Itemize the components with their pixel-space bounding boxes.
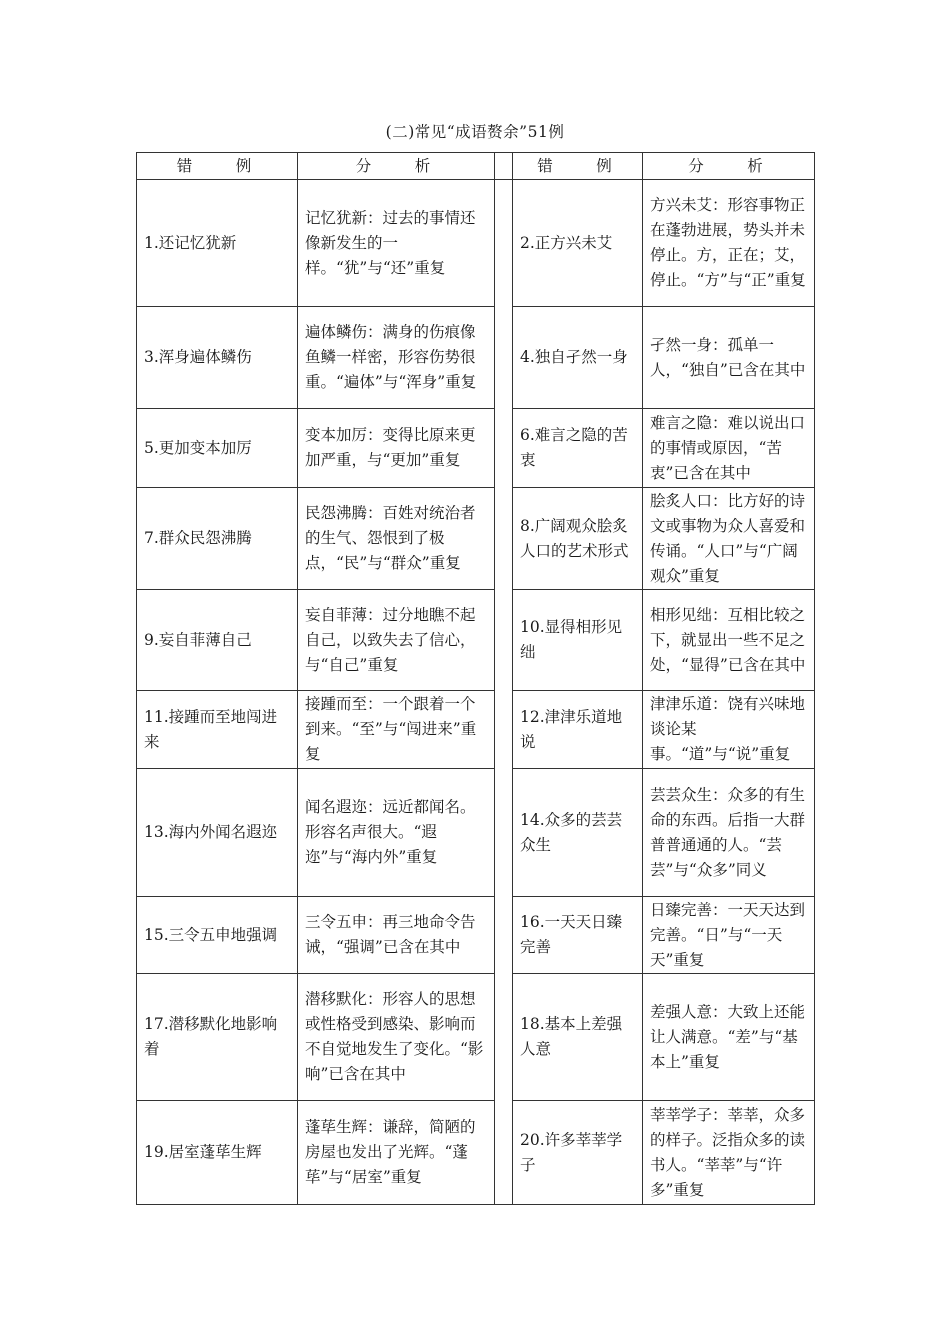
example-cell-right: 4.独自孑然一身 — [513, 307, 643, 409]
example-cell-right: 6.难言之隐的苦衷 — [513, 409, 643, 488]
table-row — [137, 769, 815, 897]
analysis-cell-right: 芸芸众生：众多的有生命的东西。后指一大群普普通通的人。“芸芸”与“众多”同义 — [643, 769, 815, 897]
example-cell-right: 8.广阔观众脍炙人口的艺术形式 — [513, 488, 643, 590]
example-cell-left: 3.浑身遍体鳞伤 — [137, 307, 298, 409]
example-cell-left: 7.群众民怨沸腾 — [137, 488, 298, 590]
example-cell-left: 13.海内外闻名遐迩 — [137, 769, 298, 897]
example-cell-left: 15.三令五申地强调 — [137, 897, 298, 974]
analysis-cell-right: 莘莘学子：莘莘，众多的样子。泛指众多的读书人。“莘莘”与“许多”重复 — [643, 1101, 815, 1205]
table-row — [137, 1101, 815, 1205]
analysis-cell-left: 民怨沸腾：百姓对统治者的生气、怨恨到了极点，“民”与“群众”重复 — [298, 488, 495, 590]
column-gap — [495, 590, 513, 691]
analysis-cell-right: 孑然一身：孤单一人，“独自”已含在其中 — [643, 307, 815, 409]
table-row — [137, 180, 815, 307]
table-row — [137, 691, 815, 769]
example-cell-left: 9.妄自菲薄自己 — [137, 590, 298, 691]
column-gap — [495, 974, 513, 1101]
header-wrong-example-right: 错 例 — [513, 153, 643, 180]
column-gap — [495, 769, 513, 897]
analysis-cell-left: 蓬荜生辉：谦辞，简陋的房屋也发出了光辉。“蓬荜”与“居室”重复 — [298, 1101, 495, 1205]
example-cell-right: 12.津津乐道地说 — [513, 691, 643, 769]
analysis-cell-left: 遍体鳞伤：满身的伤痕像鱼鳞一样密，形容伤势很重。“遍体”与“浑身”重复 — [298, 307, 495, 409]
table-row — [137, 307, 815, 409]
example-cell-left: 19.居室蓬荜生辉 — [137, 1101, 298, 1205]
analysis-cell-right: 方兴未艾：形容事物正在蓬勃进展，势头并未停止。方，正在；艾，停止。“方”与“正”重复 — [643, 180, 815, 307]
column-gap — [495, 307, 513, 409]
example-cell-left: 11.接踵而至地闯进来 — [137, 691, 298, 769]
table-row — [137, 897, 815, 974]
analysis-cell-left: 变本加厉：变得比原来更加严重，与“更加”重复 — [298, 409, 495, 488]
example-cell-right: 18.基本上差强人意 — [513, 974, 643, 1101]
analysis-cell-right: 脍炙人口：比方好的诗文或事物为众人喜爱和传诵。“人口”与“广阔观众”重复 — [643, 488, 815, 590]
analysis-cell-right: 相形见绌：互相比较之下，就显出一些不足之处，“显得”已含在其中 — [643, 590, 815, 691]
table-header-row — [137, 153, 815, 180]
column-gap — [495, 691, 513, 769]
page-title: (二)常见“成语赘余”51例 — [385, 123, 565, 141]
analysis-cell-right: 津津乐道：饶有兴味地谈论某事。“道”与“说”重复 — [643, 691, 815, 769]
example-cell-right: 20.许多莘莘学子 — [513, 1101, 643, 1205]
table-row — [137, 488, 815, 590]
header-analysis-right: 分 析 — [643, 153, 815, 180]
table-row — [137, 590, 815, 691]
analysis-cell-right: 差强人意：大致上还能让人满意。“差”与“基本上”重复 — [643, 974, 815, 1101]
column-gap — [495, 488, 513, 590]
analysis-cell-left: 三令五申：再三地命令告诫，“强调”已含在其中 — [298, 897, 495, 974]
idiom-redundancy-table — [136, 152, 815, 1205]
analysis-cell-left: 闻名遐迩：远近都闻名。形容名声很大。“遐迩”与“海内外”重复 — [298, 769, 495, 897]
table-row — [137, 409, 815, 488]
column-gap — [495, 897, 513, 974]
column-gap — [495, 409, 513, 488]
header-analysis-left: 分 析 — [298, 153, 495, 180]
example-cell-right: 14.众多的芸芸众生 — [513, 769, 643, 897]
column-gap — [495, 180, 513, 307]
example-cell-right: 10.显得相形见绌 — [513, 590, 643, 691]
example-cell-left: 1.还记忆犹新 — [137, 180, 298, 307]
analysis-cell-right: 日臻完善：一天天达到完善。“日”与“一天天”重复 — [643, 897, 815, 974]
analysis-cell-right: 难言之隐：难以说出口的事情或原因，“苦衷”已含在其中 — [643, 409, 815, 488]
analysis-cell-left: 妄自菲薄：过分地瞧不起自己，以致失去了信心，与“自己”重复 — [298, 590, 495, 691]
analysis-cell-left: 记忆犹新：过去的事情还像新发生的一样。“犹”与“还”重复 — [298, 180, 495, 307]
example-cell-left: 5.更加变本加厉 — [137, 409, 298, 488]
example-cell-right: 16.一天天日臻完善 — [513, 897, 643, 974]
example-cell-left: 17.潜移默化地影响着 — [137, 974, 298, 1101]
header-wrong-example-left: 错 例 — [137, 153, 298, 180]
example-cell-right: 2.正方兴未艾 — [513, 180, 643, 307]
analysis-cell-left: 潜移默化：形容人的思想或性格受到感染、影响而不自觉地发生了变化。“影响”已含在其中 — [298, 974, 495, 1101]
column-gap — [495, 1101, 513, 1205]
analysis-cell-left: 接踵而至：一个跟着一个到来。“至”与“闯进来”重复 — [298, 691, 495, 769]
table-row — [137, 974, 815, 1101]
column-gap — [495, 153, 513, 180]
